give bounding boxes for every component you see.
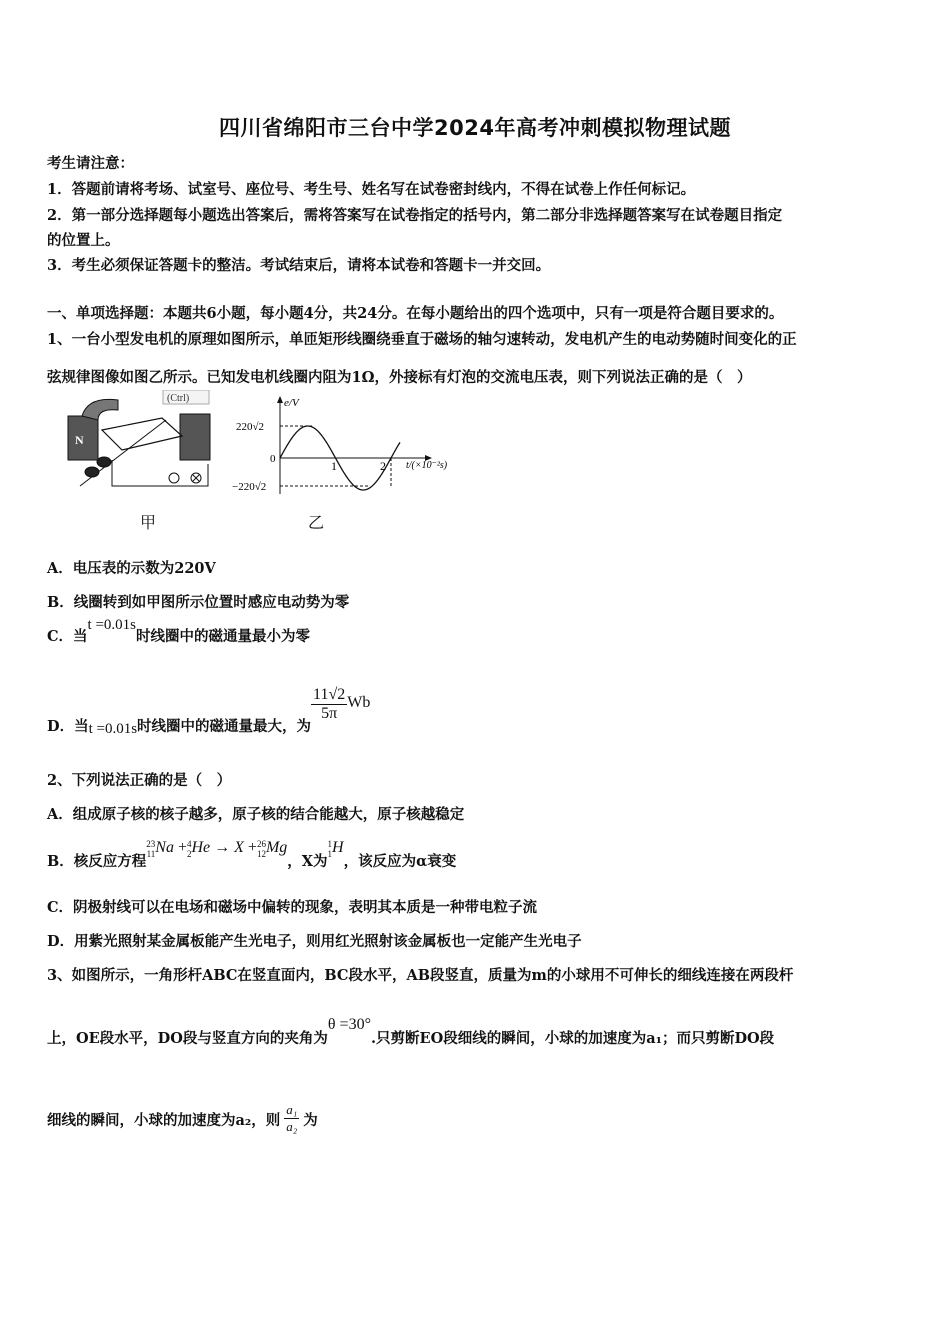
q1-option-d: D．当t =0.01s时线圈中的磁通量最大，为 $\frac{11√2}{5\pi}$ Wb [47,686,371,737]
hydrogen-symbol: 1 1H [327,839,344,859]
flux-unit: Wb [347,693,371,711]
notice-item-2: 2．第一部分选择题每小题选出答案后，需将答案写在试卷指定的括号内，第二部分非选择题答案写在试卷题目指定 [47,207,783,224]
nuclear-equation: 23 11Na +4 2He → X +26 12Mg [146,839,288,859]
q1-option-a: A．电压表的示数为220V [47,560,216,577]
voltmeter-icon [169,473,179,483]
q3-line2: 上，OE段水平，DO段与竖直方向的夹角为θ =30°.只剪断EO段细线的瞬间，小球的加速度为a₁；而只剪断DO段 [47,1016,775,1047]
q1-option-b: B．线圈转到如甲图所示位置时感应电动势为零 [47,594,350,611]
notice-item-2-cont: 的位置上。 [47,232,120,249]
paste-options-label: (Ctrl) [167,393,190,404]
q1-option-d-math: t =0.01s [88,720,138,737]
q2-option-a: A．组成原子核的核子越多，原子核的结合能越大，原子核越稳定 [47,806,465,823]
theta-value: θ =30° [327,1016,371,1033]
q2-option-c: C．阴极射线可以在电场和磁场中偏转的现象，表明其本质是一种带电粒子流 [47,899,538,916]
emf-graph [228,394,478,506]
q2-option-b: B．核反应方程23 11Na +4 2He → X +26 12Mg，X为1 1H，该反应为α衰变 [47,839,457,870]
notice-heading: 考生请注意： [47,155,134,172]
q1-option-c: C．当t =0.01s时线圈中的磁通量最小为零 [47,617,311,645]
q2-option-d: D．用紫光照射某金属板能产生光电子，则用红光照射该金属板也一定能产生光电子 [47,933,582,950]
q1-stem-line2: 弦规律图像如图乙所示。已知发电机线圈内阻为1Ω，外接标有灯泡的交流电压表，则下列说法正确的是（ ） [47,369,752,386]
magnet-s-block [180,414,210,460]
graph-ylabel: e/V [284,397,299,409]
q2-stem: 2、下列说法正确的是（ ） [47,772,232,789]
q1-stem-line1: 1、一台小型发电机的原理如图所示，单匝矩形线圈绕垂直于磁场的轴匀速转动，发电机产生的电动势随时间变化的正 [47,331,797,348]
section-heading: 一、单项选择题：本题共6小题，每小题4分，共24分。在每小题给出的四个选项中，只有一项是符合题目要求的。 [47,305,784,322]
graph-ytop-label: 220√2 [236,421,265,433]
graph-origin-label: 0 [270,453,276,465]
graph-xlabel: t/(×10⁻²s) [406,460,448,471]
magnet-n-label: N [75,433,84,447]
figure-label-yi: 乙 [308,513,325,532]
q1-option-c-math: t =0.01s [87,617,137,633]
notice-item-1: 1．答题前请将考场、试室号、座位号、考生号、姓名写在试卷密封线内，不得在试卷上作任何标记。 [47,181,696,198]
q3-line1: 3、如图所示，一角形杆ABC在竖直面内，BC段水平，AB段竖直，质量为m的小球用不可伸长的细线连接在两段杆 [47,967,794,984]
page-title: 四川省绵阳市三台中学2024年高考冲刺模拟物理试题 [219,116,731,140]
flux-fraction: $\frac{11√2}{5\pi}$ [313,686,346,722]
generator-figure [62,390,222,502]
graph-tick-2: 2 [380,459,386,473]
notice-item-3: 3．考生必须保证答题卡的整洁。考试结束后，请将本试卷和答题卡一并交回。 [47,257,551,274]
coil-loop [102,418,182,450]
acceleration-ratio: $\frac{\text{a₁}}{\text{a₂}}$ [286,1102,298,1134]
figure-label-jia: 甲 [140,513,157,532]
graph-tick-1: 1 [331,459,337,473]
q3-line3: 细线的瞬间，小球的加速度为a₂，则 $\frac{\text{a₁}}{\text{a₂}}$ 为 [47,1102,318,1134]
graph-ybottom-label: −220√2 [232,481,267,493]
